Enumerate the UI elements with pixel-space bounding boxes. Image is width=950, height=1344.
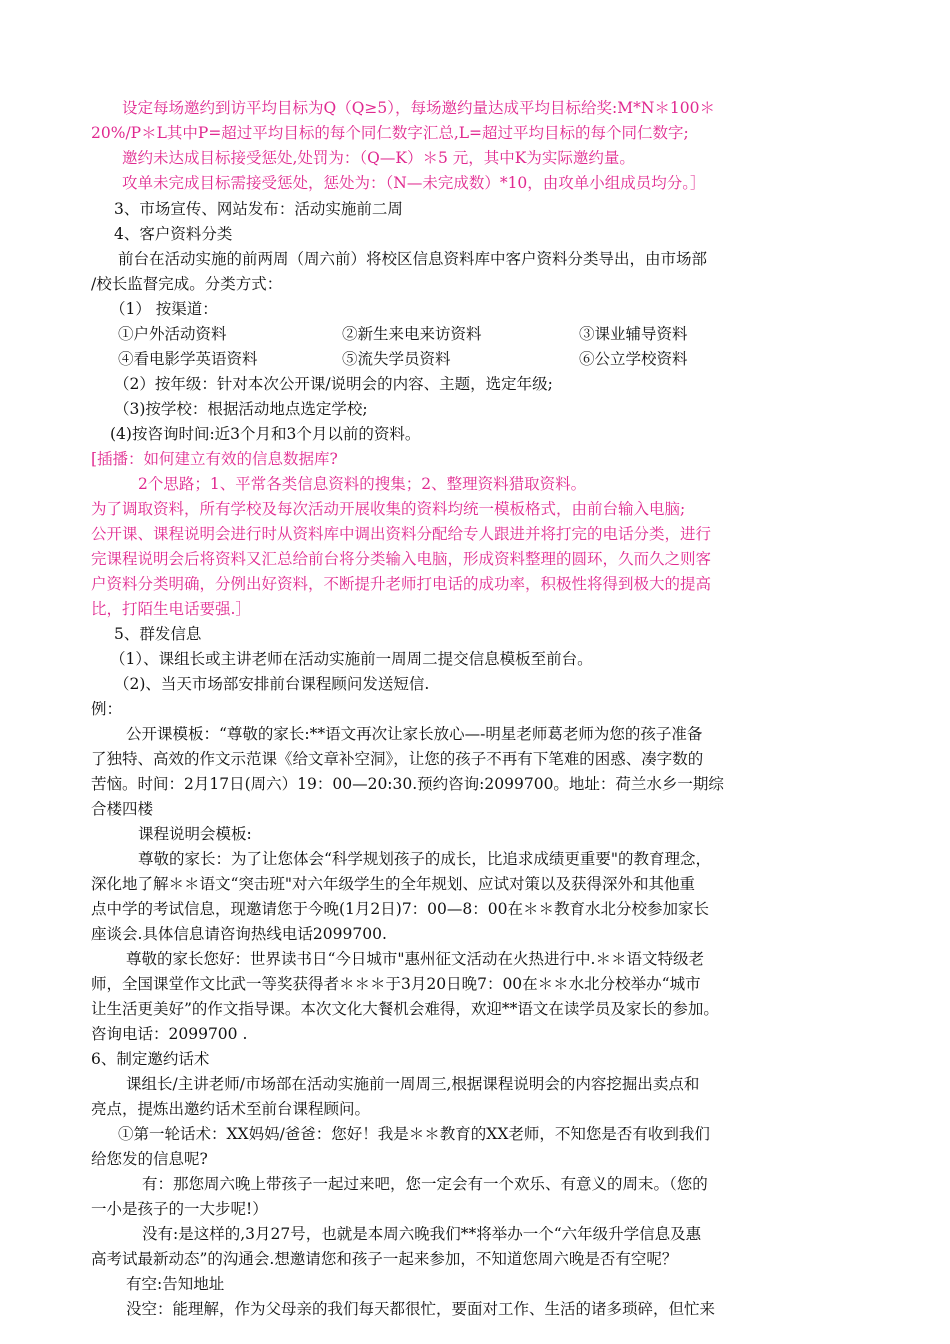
paragraph-line: 让生活更美好”的作文指导课。本次文化大餐机会难得，欢迎**语文在读学员及家长的参加。	[91, 1000, 719, 1018]
insert-note-line: 完课程说明会后将资料又汇总给前台将分类输入电脑，形成资料整理的圆环，久而久之则客	[91, 550, 712, 568]
insert-note-line: 比，打陌生电话要强.］	[91, 600, 251, 618]
paragraph-line: 苦恼。时间：2月17日(周六）19：00—20:30.预约咨询:2099700。地址：荷兰水乡一期综	[91, 775, 724, 793]
paragraph-line: 深化地了解＊＊语文“突击班"对六年级学生的全年规划、应试对策以及获得深外和其他重	[91, 875, 696, 893]
reward-formula-line: 20%/P＊L其中P=超过平均目标的每个同仁数字汇总,L=超过平均目标的每个同仁数字;	[91, 124, 689, 142]
list-item: ②新生来电来访资料	[342, 325, 482, 343]
paragraph-line: 座谈会.具体信息请咨询热线电话2099700.	[91, 925, 387, 943]
section-3-heading: 3、市场宣传、网站发布：活动实施前二周	[114, 200, 403, 218]
paragraph-line: ①第一轮话术：XX妈妈/爸爸：您好！我是＊＊教育的XX老师，不知您是否有收到我们	[118, 1125, 710, 1143]
paragraph-line: 公开课模板：“尊敬的家长:**语文再次让家长放心—-明星老师葛老师为您的孩子准备	[126, 725, 703, 743]
invite-penalty-line: 邀约未达成目标接受惩处,处罚为：（Q—K）＊5 元，其中K为实际邀约量。	[122, 149, 635, 167]
list-item: ⑤流失学员资料	[342, 350, 451, 368]
insert-note-heading: [插播：如何建立有效的信息数据库?	[91, 450, 338, 468]
list-item: ④看电影学英语资料	[118, 350, 258, 368]
paragraph-line: 合楼四楼	[91, 800, 154, 818]
list-item: （2）按年级：针对本次公开课/说明会的内容、主题，选定年级;	[114, 375, 553, 393]
paragraph-line: 没有:是这样的,3月27号，也就是本周六晚我们**将举办一个“六年级升学信息及惠	[142, 1225, 702, 1243]
paragraph-line: 没空：能理解，作为父母亲的我们每天都很忙，要面对工作、生活的诸多琐碎，但忙来	[126, 1300, 716, 1318]
list-item: （3)按学校：根据活动地点选定学校;	[114, 400, 368, 418]
paragraph-line: 点中学的考试信息，现邀请您于今晚(1月2日)7：00—8：00在＊＊教育水北分校参加家长	[91, 900, 709, 918]
paragraph-line: 师，全国课堂作文比武一等奖获得者＊＊＊于3月20日晚7：00在＊＊水北分校举办“城市	[91, 975, 701, 993]
example-label: 例：	[91, 700, 123, 718]
closing-penalty-line: 攻单未完成目标需接受惩处，惩处为：（N—未完成数）*10，由攻单小组成员均分。］	[122, 174, 706, 192]
paragraph-line: 有空:告知地址	[126, 1275, 225, 1293]
section-6-heading: 6、制定邀约话术	[91, 1050, 210, 1068]
paragraph-line: 亮点，提炼出邀约话术至前台课程顾问。	[91, 1100, 371, 1118]
reward-target-line: 设定每场邀约到访平均目标为Q（Q≥5），每场邀约量达成平均目标给奖:M*N＊100＊	[122, 99, 716, 117]
paragraph-line: /校长监督完成。分类方式：	[91, 275, 283, 293]
paragraph-line: 有：那您周六晚上带孩子一起过来吧，您一定会有一个欢乐、有意义的周末。（您的	[142, 1175, 708, 1193]
list-item: ①户外活动资料	[118, 325, 227, 343]
section-4-heading: 4、客户资料分类	[114, 225, 233, 243]
template-heading: 课程说明会模板:	[138, 825, 252, 843]
paragraph-line: 尊敬的家长：为了让您体会“科学规划孩子的成长，比追求成绩更重要"的教育理念，	[138, 850, 712, 868]
insert-note-line: 户资料分类明确，分例出好资料，不断提升老师打电话的成功率，积极性将得到极大的提高	[91, 575, 712, 593]
paragraph-line: 咨询电话：2099700 .	[91, 1025, 248, 1043]
paragraph-line: 前台在活动实施的前两周（周六前）将校区信息资料库中客户资料分类导出，由市场部	[118, 250, 708, 268]
section-5-heading: 5、群发信息	[114, 625, 202, 643]
list-item: ⑥公立学校资料	[579, 350, 688, 368]
list-item: （1）、课组长或主讲老师在活动实施前一周周二提交信息模板至前台。	[110, 650, 593, 668]
insert-note-line: 公开课、课程说明会进行时从资料库中调出资料分配给专人跟进并将打完的电话分类，进行	[91, 525, 712, 543]
list-item: （1） 按渠道：	[110, 300, 218, 318]
paragraph-line: 了独特、高效的作文示范课《给文章补空洞》，让您的孩子不再有下笔难的困惑、凑字数的	[91, 750, 704, 768]
insert-note-line: 为了调取资料，所有学校及每次活动开展收集的资料均统一模板格式，由前台输入电脑;	[91, 500, 686, 518]
paragraph-line: 给您发的信息呢?	[91, 1150, 208, 1168]
paragraph-line: 尊敬的家长您好：世界读书日“今日城市"惠州征文活动在火热进行中.＊＊语文特级老	[126, 950, 704, 968]
paragraph-line: 高考试最新动态”的沟通会.想邀请您和孩子一起来参加，不知道您周六晚是否有空呢？	[91, 1250, 678, 1268]
list-item: (4)按咨询时间:近3个月和3个月以前的资料。	[110, 425, 421, 443]
insert-note-line: 2个思路；1、平常各类信息资料的搜集；2、整理资料猎取资料。	[138, 475, 587, 493]
list-item: （2)、当天市场部安排前台课程顾问发送短信.	[114, 675, 430, 693]
paragraph-line: 课组长/主讲老师/市场部在活动实施前一周周三,根据课程说明会的内容挖掘出卖点和	[126, 1075, 700, 1093]
list-item: ③课业辅导资料	[579, 325, 688, 343]
paragraph-line: 一小是孩子的一大步呢!）	[91, 1200, 268, 1218]
